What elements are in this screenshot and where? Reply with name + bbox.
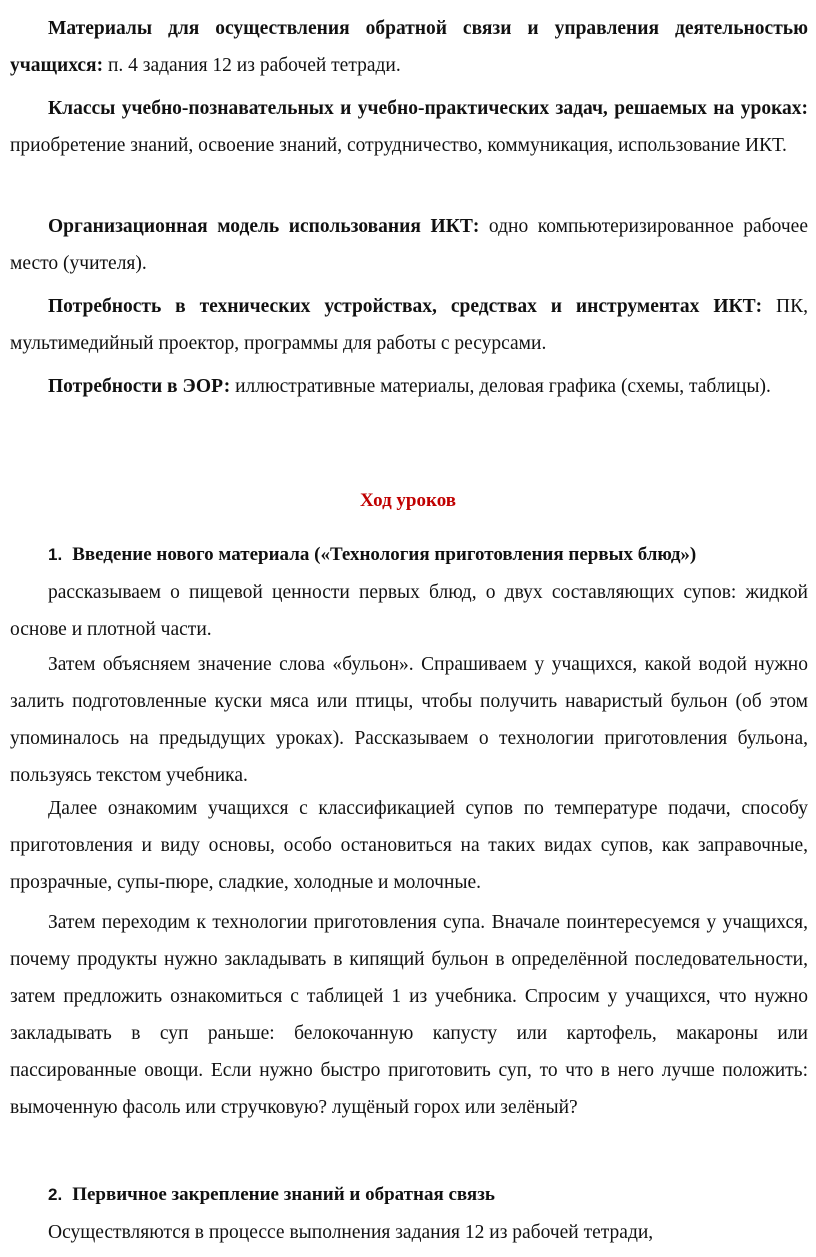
eor-text: иллюстративные материалы, деловая графика (схемы, таблицы). — [230, 376, 771, 397]
section1-paragraph-2: Затем объясняем значение слова «бульон». Спрашиваем у учащихся, какой водой нужно залить подготовленные куски мяса или птицы, чтобы получить наваристый бульон (об этом упоминалось на предыдущих уроках). Рассказываем о технологии приготовления бульона, пользуясь текстом учебника. — [10, 654, 808, 786]
section2-title-text: Первичное закрепление знаний и обратная связь — [72, 1184, 495, 1205]
model-label: Организационная модель использования ИКТ: — [48, 216, 480, 237]
section1-title — [48, 544, 696, 566]
eor-label: Потребности в ЭОР: — [48, 376, 231, 397]
classes-paragraph — [10, 90, 808, 164]
materials-paragraph — [10, 10, 808, 84]
section1-title-text: Введение нового материала («Технология приготовления первых блюд») — [72, 544, 697, 565]
materials-text: п. 4 задания 12 из рабочей тетради. — [103, 55, 401, 76]
model-text: одно компьютеризированное рабочее место (учителя). — [10, 216, 808, 274]
section1-paragraph-1: рассказываем о пищевой ценности первых блюд, о двух составляющих супов: жидкой основе и плотной части. — [10, 582, 808, 640]
devices-paragraph — [10, 288, 808, 362]
section2-number: 2. — [48, 1185, 63, 1204]
devices-text: ПК, мультимедийный проектор, программы для работы с ресурсами. — [10, 296, 808, 354]
model-paragraph — [10, 208, 808, 282]
section1-paragraph-3: Далее ознакомим учащихся с классификацией супов по температуре подачи, способу приготовления и виду основы, особо остановиться на таких видах супов, как заправочные, прозрачные, супы-пюре, сладкие, холодные и молочные. — [10, 798, 808, 893]
section1-number: 1. — [48, 545, 63, 564]
materials-label: Материалы для осуществления обратной связи и управления деятельностью учащихся: — [10, 18, 808, 76]
classes-label: Классы учебно-познавательных и учебно-практических задач, решаемых на уроках: — [48, 98, 808, 119]
devices-label: Потребность в технических устройствах, средствах и инструментах ИКТ: — [48, 296, 763, 317]
lesson-heading: Ход уроков — [359, 490, 456, 511]
section1-paragraph-4: Затем переходим к технологии приготовления супа. Вначале поинтересуемся у учащихся, почему продукты нужно закладывать в кипящий бульон в определённой последовательности, затем предложить ознакомиться с таблицей 1 из учебника. Спросим у учащихся, что нужно закладывать в суп раньше: белокочанную капусту или картофель, макароны или пассированные овощи. Если нужно быстро приготовить суп, то что в него лучше положить: вымоченную фасоль или стручковую? лущёный горох или зелёный? — [10, 912, 808, 1118]
section2-paragraph-1: Осуществляются в процессе выполнения задания 12 из рабочей тетради, — [48, 1222, 654, 1243]
eor-paragraph — [10, 368, 808, 405]
section2-title — [48, 1184, 495, 1206]
classes-text: приобретение знаний, освоение знаний, сотрудничество, коммуникация, использование ИКТ. — [10, 135, 787, 156]
